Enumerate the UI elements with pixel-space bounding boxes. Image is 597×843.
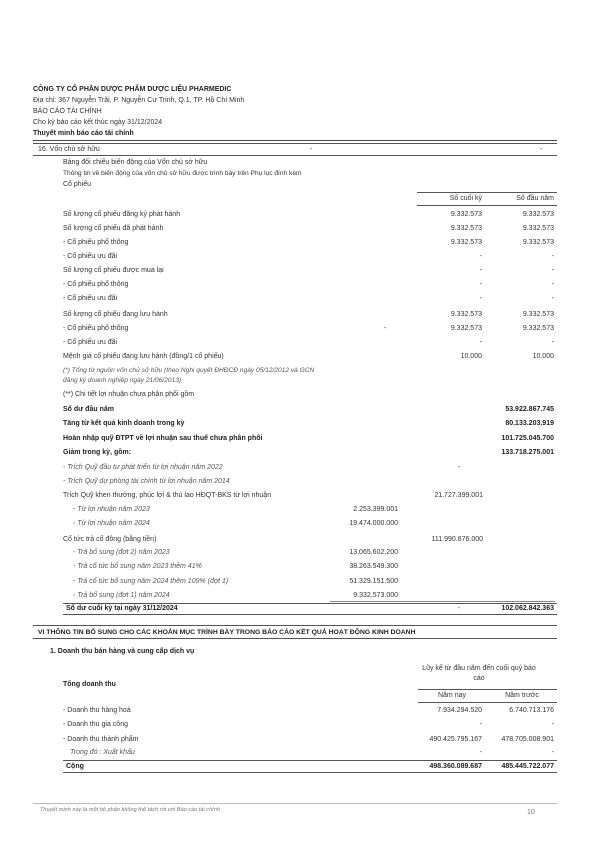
profit-row-label: - Từ lợi nhuận năm 2023 bbox=[73, 506, 150, 513]
profit-row-col1: 13.065.602.200 bbox=[349, 549, 398, 556]
profit-row-label: - Trả cổ tức bổ sung năm 2024 thêm 109% (đợt 1) bbox=[73, 578, 229, 585]
col-prev-year: Năm trước bbox=[505, 692, 539, 699]
share-row-end: 9.332.573 bbox=[450, 211, 482, 218]
col-end-header: Số cuối kỳ bbox=[449, 195, 482, 202]
profit-row-col1: 19.474.000.000 bbox=[349, 520, 398, 527]
company-name: CÔNG TY CỔ PHẦN DƯỢC PHẨM DƯỢC LIỆU PHARMEDIC bbox=[33, 86, 232, 93]
closing-dash: - bbox=[458, 605, 461, 612]
revenue-row-this: 490.425.795.167 bbox=[429, 736, 482, 743]
section16-bar bbox=[33, 143, 557, 156]
revenue-sum-this: 498.360.089.687 bbox=[429, 763, 482, 770]
share-row-end: - bbox=[479, 295, 482, 302]
profit-row-col4: 133.718.275.001 bbox=[501, 449, 554, 456]
profit-row-col4: 80.133.203.919 bbox=[505, 420, 554, 427]
share-row-end: 9.332.573 bbox=[450, 325, 482, 332]
col-begin-header: Số đầu năm bbox=[516, 195, 554, 202]
equity-reconciliation-title: Bảng đối chiếu biến động của Vốn chủ sở hữu bbox=[63, 159, 208, 166]
revenue-row-this: - bbox=[479, 749, 482, 756]
revenue-row-label: - Doanh thu hàng hoá bbox=[63, 707, 131, 714]
share-row-begin: 9.332.573 bbox=[522, 325, 554, 332]
profit-row-label: Hoàn nhập quỹ ĐTPT về lợi nhuận sau thuế chưa phân phối bbox=[63, 435, 263, 442]
share-row-label: - Cổ phiếu phổ thông bbox=[63, 239, 129, 246]
section16-title: 16. Vốn chủ sở hữu bbox=[38, 146, 100, 153]
footer-divider bbox=[33, 803, 557, 804]
share-row-label: Số lượng cổ phiếu đang lưu hành bbox=[63, 311, 168, 318]
share-row-begin: - bbox=[551, 253, 554, 260]
profit-row-label: Tăng từ kết quả kinh doanh trong kỳ bbox=[63, 420, 185, 427]
header-divider bbox=[33, 140, 557, 141]
profit-row-label: - Trả cổ tức bổ sung năm 2023 thêm 41% bbox=[73, 563, 202, 570]
profit-row-label: Giảm trong kỳ, gồm: bbox=[63, 449, 132, 456]
profit-row-label: Số dư đầu năm bbox=[63, 406, 114, 413]
report-period: Cho kỳ báo cáo kết thúc ngày 31/12/2024 bbox=[33, 119, 163, 126]
revenue-row-label: - Doanh thu gia công bbox=[63, 721, 128, 728]
profit-row-col4: 53.922.867.745 bbox=[505, 406, 554, 413]
share-row-end: - bbox=[479, 267, 482, 274]
share-row-begin: 9.332.573 bbox=[522, 211, 554, 218]
share-row-begin: 10.000 bbox=[532, 353, 554, 360]
share-row-label: - Cổ phiếu ưu đãi bbox=[63, 295, 118, 302]
share-row-end: 9.332.573 bbox=[450, 239, 482, 246]
revenue-sum-prev: 485.445.722.077 bbox=[501, 763, 554, 770]
profit-row-col2: 111.990.876.000 bbox=[431, 536, 483, 543]
revenue-sum-label: Cộng bbox=[66, 763, 84, 770]
share-row-begin: 9.332.573 bbox=[522, 311, 554, 318]
footnote-line2: đăng ký doanh nghiệp ngày 21/06/2013) bbox=[63, 377, 182, 384]
revenue-row-this: 7.934.294.520 bbox=[437, 707, 482, 714]
share-row-begin: - bbox=[551, 281, 554, 288]
share-row-end: - bbox=[479, 281, 482, 288]
share-row-label: - Cổ phiếu phổ thông bbox=[63, 325, 129, 332]
closing-label: Số dư cuối kỳ tại ngày 31/12/2024 bbox=[66, 605, 178, 612]
profit-row-label: - Trích Quỹ dự phòng tài chính từ lợi nhuận năm 2014 bbox=[63, 478, 230, 485]
section16-dash-right: - bbox=[540, 146, 543, 153]
revenue-row-prev: - bbox=[551, 749, 554, 756]
footnote-line1: (*) Tổng từ nguồn vốn chủ sở hữu (theo Nghị quyết ĐHĐCĐ ngày 05/12/2012 và GCN bbox=[63, 367, 315, 374]
cumulative-header-line2: cáo bbox=[473, 675, 485, 682]
share-row-begin: - bbox=[551, 267, 554, 274]
profit-row-label: Cổ tức trả cổ đông (bằng tiền) bbox=[63, 536, 157, 543]
revenue-row-this: - bbox=[479, 721, 482, 728]
share-row-label: - Cổ phiếu phổ thông bbox=[63, 281, 129, 288]
company-address: Địa chỉ: 367 Nguyễn Trãi, P. Nguyễn Cư Trinh, Q.1, TP. Hồ Chí Minh bbox=[33, 97, 245, 104]
share-row-mid: - bbox=[384, 325, 387, 332]
revenue-row-prev: - bbox=[551, 721, 554, 728]
page-number: 10 bbox=[527, 809, 535, 816]
profit-row-label: - Trích Quỹ đầu tư phát triển từ lợi nhuận năm 2022 bbox=[63, 464, 223, 471]
profit-row-col4: 101.725.045.700 bbox=[501, 435, 554, 442]
profit-row-label: - Trả bổ sung (đợt 2) năm 2023 bbox=[73, 549, 170, 556]
cumulative-header-line1: Lũy kế từ đầu năm đến cuối quý báo bbox=[422, 665, 536, 672]
share-row-label: Mệnh giá cổ phiếu đang lưu hành (đồng/1 cổ phiếu) bbox=[63, 353, 224, 360]
share-row-begin: 9.332.573 bbox=[522, 239, 554, 246]
revenue-item-title: 1. Doanh thu bán hàng và cung cấp dịch vụ bbox=[50, 648, 195, 655]
profit-row-col1: 9.332.573.000 bbox=[353, 592, 398, 599]
share-row-begin: - bbox=[551, 339, 554, 346]
profit-row-label: Trích Quỹ khen thưởng, phúc lợi & thù lao HĐQT-BKS từ lợi nhuận bbox=[63, 492, 272, 499]
shares-title: Cổ phiếu bbox=[63, 181, 92, 188]
share-row-end: 9.332.573 bbox=[450, 225, 482, 232]
profit-row-col2: 21.727.399.001 bbox=[434, 492, 483, 499]
profit-row-col1: 51.329.151.500 bbox=[349, 578, 398, 585]
closing-value: 102.062.842.363 bbox=[501, 605, 554, 612]
profit-row-col3: - bbox=[458, 464, 461, 471]
share-row-end: - bbox=[479, 339, 482, 346]
share-row-label: - Cổ phiếu ưu đãi bbox=[63, 339, 118, 346]
profit-row-col1: 38.263.549.300 bbox=[349, 563, 398, 570]
share-row-begin: - bbox=[551, 295, 554, 302]
revenue-row-prev: 478.705.008.901 bbox=[501, 736, 554, 743]
footer-note: Thuyết minh này là một bộ phận không thể tách rời với Báo cáo tài chính bbox=[40, 807, 220, 813]
share-row-label: Số lượng cổ phiếu được mua lại bbox=[63, 267, 164, 274]
revenue-row-label: Trong đó : Xuất khẩu bbox=[70, 749, 135, 756]
profit-divider bbox=[330, 601, 555, 602]
share-row-end: 10.000 bbox=[460, 353, 482, 360]
report-title: BÁO CÁO TÀI CHÍNH bbox=[33, 108, 102, 115]
profit-title: (**) Chi tiết lợi nhuận chưa phân phối gồm bbox=[63, 391, 195, 398]
profit-row-label: - Trả bổ sung (đợt 1) năm 2024 bbox=[73, 592, 170, 599]
share-row-label: - Cổ phiếu ưu đãi bbox=[63, 253, 118, 260]
share-row-end: - bbox=[479, 253, 482, 260]
revenue-row-prev: 6.740.713.176 bbox=[509, 707, 554, 714]
share-row-label: Số lượng cổ phiếu đăng ký phát hành bbox=[63, 211, 181, 218]
col-this-year: Năm nay bbox=[437, 692, 466, 699]
share-row-begin: 9.332.573 bbox=[522, 225, 554, 232]
profit-row-label: - Từ lợi nhuận năm 2024 bbox=[73, 520, 150, 527]
share-row-label: Số lượng cổ phiếu đã phát hành bbox=[63, 225, 164, 232]
equity-reconciliation-note: Thông tin về biến động của vốn chủ sở hữu được trình bày trên Phụ lục đính kèm bbox=[63, 170, 302, 177]
section6-title: VI THÔNG TIN BỔ SUNG CHO CÁC KHOẢN MỤC TRÌNH BÀY TRONG BÁO CÁO KẾT QUẢ HOẠT ĐỘNG KINH DOANH bbox=[38, 629, 416, 636]
section16-dash: - bbox=[310, 146, 313, 153]
share-row-end: 9.332.573 bbox=[450, 311, 482, 318]
profit-row-col1: 2.253.399.001 bbox=[353, 506, 398, 513]
total-revenue-label: Tổng doanh thu bbox=[63, 681, 116, 688]
notes-title: Thuyết minh báo cáo tài chính bbox=[33, 130, 134, 137]
revenue-row-label: - Doanh thu thành phẩm bbox=[63, 736, 139, 743]
